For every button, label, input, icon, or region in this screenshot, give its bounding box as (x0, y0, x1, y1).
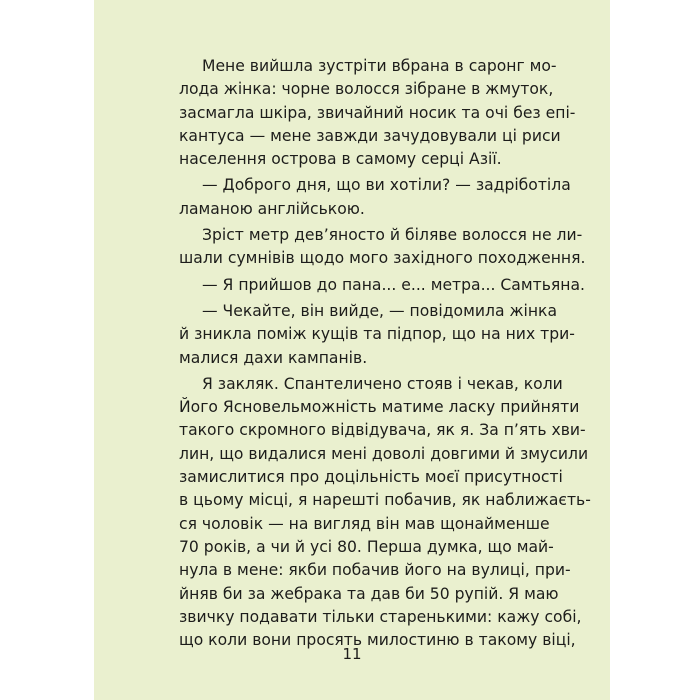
paragraph-6 (156, 373, 591, 653)
paragraph-2 (156, 174, 571, 221)
text-line: Його Ясновельможність матиме ласку прийняти (179, 398, 580, 417)
text-line: звичку подавати тільки старенькими: кажу собі, (179, 607, 582, 626)
body-text (156, 55, 591, 655)
text-line: засмагла шкіра, звичайний носик та очі без епі- (179, 103, 576, 122)
text-line: ламаною англійською. (179, 199, 365, 218)
text-line: й зникла поміж кущів та підпор, що на них три- (179, 325, 575, 344)
text-line: що коли вони просять милостиню в такому віці, (179, 631, 576, 650)
text-line: Зріст метр дев’яносто й біляве волосся не ли- (202, 226, 583, 245)
paragraph-1 (156, 55, 576, 171)
text-line: шали сумнівів щодо мого західного походження. (179, 249, 586, 268)
text-line: — Я прийшов до пана... е... метра... Самтьяна. (202, 275, 585, 294)
text-line: малися дахи кампанів. (179, 348, 368, 367)
text-line: лин, що видалися мені доволі довгими й змусили (179, 444, 589, 463)
paragraph-3 (156, 224, 586, 271)
text-line: замислитися про доцільність моєї присутності (179, 468, 563, 487)
text-line: в цьому місці, я нарешті побачив, як наближаєть- (179, 491, 591, 510)
page-number: 11 (342, 645, 362, 663)
text-line: — Доброго дня, що ви хотіли? — задріботіла (202, 176, 571, 195)
text-line: 70 років, а чи й усі 80. Перша думка, що май- (179, 537, 554, 556)
text-line: нула в мене: якби побачив його на вулиці, при- (179, 561, 571, 580)
text-line: кантуса — мене завжди зачудовували ці риси (179, 126, 561, 145)
text-line: — Чекайте, він вийде, — повідомила жінка (202, 301, 558, 320)
paragraph-4 (156, 274, 585, 297)
book-page (94, 0, 610, 700)
text-line: населення острова в самому серці Азії. (179, 150, 502, 169)
text-line: Я закляк. Спантеличено стояв і чекав, коли (202, 374, 563, 393)
text-line: ся чоловік — на вигляд він мав щонайменше (179, 514, 550, 533)
text-line: йняв би за жебрака та дав би 50 рупій. Я маю (179, 584, 559, 603)
text-line: лода жінка: чорне волосся зібране в жмуток, (179, 80, 554, 99)
text-line: Мене вийшла зустріти вбрана в саронг мо- (202, 57, 557, 75)
paragraph-5 (156, 300, 575, 370)
text-line: такого скромного відвідувача, як я. За п’ять хви- (179, 421, 586, 440)
